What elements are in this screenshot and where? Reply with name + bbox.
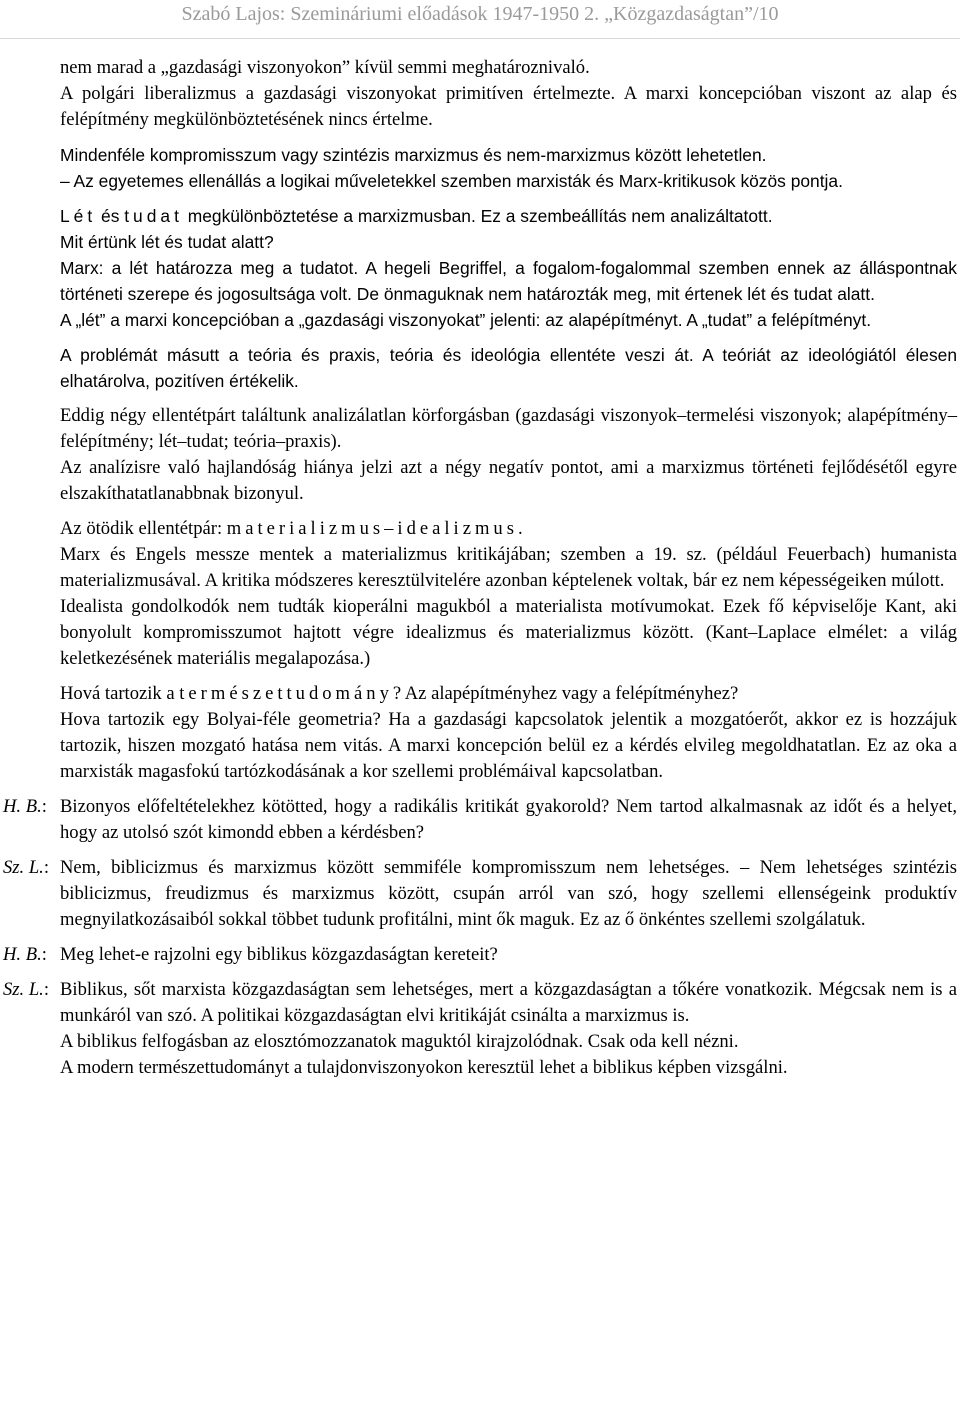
paragraph [60, 142, 957, 194]
paragraph [60, 203, 957, 333]
dialog-entry [3, 855, 957, 933]
text-line: Hova tartozik egy Bolyai-féle geometria? Ha a gazdasági kapcsolatok jelentik a mozgatóerőt, akkor ez is hozzájuk tartozik, hiszen mozgató hatása nem vitás. A marxi koncepción belül ez a kérdés elvileg megoldhatatlan. Ez az oka a marxisták magasfokú tartózkodásának a kor szellemi problémáival kapcsolatban. [60, 709, 957, 782]
text-line: A problémát másutt a teória és praxis, teória és ideológia ellentéte veszi át. A teóriát az ideológiától élesen elhatárolva, pozitíven értékelik. [60, 345, 957, 391]
text-line: Lét és tudat megkülönböztetése a marxizmusban. Ez a szembeállítás nem analizáltatott. [60, 206, 773, 226]
text-line: Az ötödik ellentétpár: materializmus–idealizmus. [60, 518, 527, 539]
text-line: Eddig négy ellentétpárt találtunk analizálatlan körforgásban (gazdasági viszonyok–termelési viszonyok; alapépítmény–felépítmény; lét–tudat; teória–praxis). [60, 405, 957, 452]
dialog-text: A modern természettudományt a tulajdonviszonyokon keresztül lehet a biblikus képben vizsgálni. [60, 1057, 788, 1078]
dialog-entry [3, 942, 957, 968]
text-line: Hová tartozik a természettudomány? Az alapépítményhez vagy a felépítményhez? [60, 683, 739, 704]
dialog-text: Meg lehet-e rajzolni egy biblikus közgazdaságtan kereteit? [60, 944, 498, 965]
text-line: A „lét” a marxi koncepcióban a „gazdasági viszonyokat” jelenti: az alapépítményt. A „tudat” a felépítményt. [60, 310, 872, 330]
text-line: Az analízisre való hajlandóság hiánya jelzi azt a négy negatív pontot, ami a marxizmus történeti fejlődésétől egyre elszakíthatatlanabbnak bizonyul. [60, 457, 957, 504]
dialog-text: Bizonyos előfeltételekhez kötötted, hogy a radikális kritikát gyakorold? Nem tartod alkalmasnak az időt és a helyet, hogy az utolsó szót kimondd ebben a kérdésben? [60, 796, 957, 843]
dialog-text: Nem, biblicizmus és marxizmus között semmiféle kompromisszum nem lehetséges. – Nem lehetséges szintézis biblicizmus, freudizmus és marxizmus között, csupán arról van szó, hogy szellemi ellenségeink produktív megnyilatkozásaiból sokkal többet tudunk profitálni, mint ők maguk. Ez az ő önkéntes szellemi szolgálatuk. [60, 857, 957, 930]
text-line: Marx és Engels messze mentek a materializmus kritikájában; szemben a 19. sz. (például Feuerbach) humanista materializmusával. A kritika módszeres keresztülvitelére azonban képtelenek voltak, bár ez nem képességeiken múlott. [60, 544, 957, 591]
text-line: Mit értünk lét és tudat alatt? [60, 232, 274, 252]
paragraph [60, 55, 957, 133]
paragraph [60, 403, 957, 507]
document-body [3, 55, 957, 1081]
text-line: Marx: a lét határozza meg a tudatot. A hegeli Begriffel, a fogalom-fogalommal szemben ennek az álláspontnak történeti szerepe és jogosultsága volt. De önmaguknak nem határozták meg, mit értenek lét és tudat alatt. [60, 258, 957, 304]
speaker-label: H. B.: [3, 796, 47, 817]
paragraph [60, 342, 957, 394]
emphasis-text: tudat [124, 206, 183, 226]
dialog-text: A biblikus felfogásban az elosztómozzanatok maguktól kirajzolódnak. Csak oda kell nézni. [60, 1031, 739, 1052]
dialog-entry [3, 977, 957, 1081]
dialog-text: Biblikus, sőt marxista közgazdaságtan sem lehetséges, mert a közgazdaságtan a tőkére vonatkozik. Mégcsak nem is a munkáról van szó. A politikai közgazdaságtan elvi kritikáját csinálta a marxizmus is. [60, 979, 957, 1026]
text-line: nem marad a „gazdasági viszonyokon” kívül semmi meghatároznivaló. [60, 57, 590, 78]
emphasis-text: természettudomány [179, 683, 393, 704]
emphasis-text: Lét [60, 206, 97, 226]
page-header: Szabó Lajos: Szemináriumi előadások 1947-1950 2. „Közgazdaságtan”/10 [181, 3, 779, 25]
text-line: A polgári liberalizmus a gazdasági viszonyokat primitíven értelmezte. A marxi koncepcióban viszont az alap és felépítmény megkülönböztetésének nincs értelme. [60, 83, 957, 130]
header-divider [0, 38, 960, 39]
paragraph [60, 681, 957, 785]
paragraph [60, 516, 957, 672]
dialog-entry [3, 794, 957, 846]
emphasis-text: materializmus–idealizmus. [226, 518, 527, 539]
speaker-label: Sz. L.: [3, 857, 49, 878]
speaker-label: Sz. L.: [3, 979, 49, 1000]
text-line: – Az egyetemes ellenállás a logikai műveletekkel szemben marxisták és Marx-kritikusok közös pontja. [60, 171, 843, 191]
speaker-label: H. B.: [3, 944, 47, 965]
text-line: Idealista gondolkodók nem tudták kioperálni magukból a materialista motívumokat. Ezek fő képviselője Kant, aki bonyolult kompromisszumot hajtott végre idealizmus és materializmus között. (Kant–Laplace elmélet: a világ keletkezésének materiális megalapozása.) [60, 596, 957, 669]
text-line: Mindenféle kompromisszum vagy szintézis marxizmus és nem-marxizmus között lehetetlen. [60, 145, 767, 165]
